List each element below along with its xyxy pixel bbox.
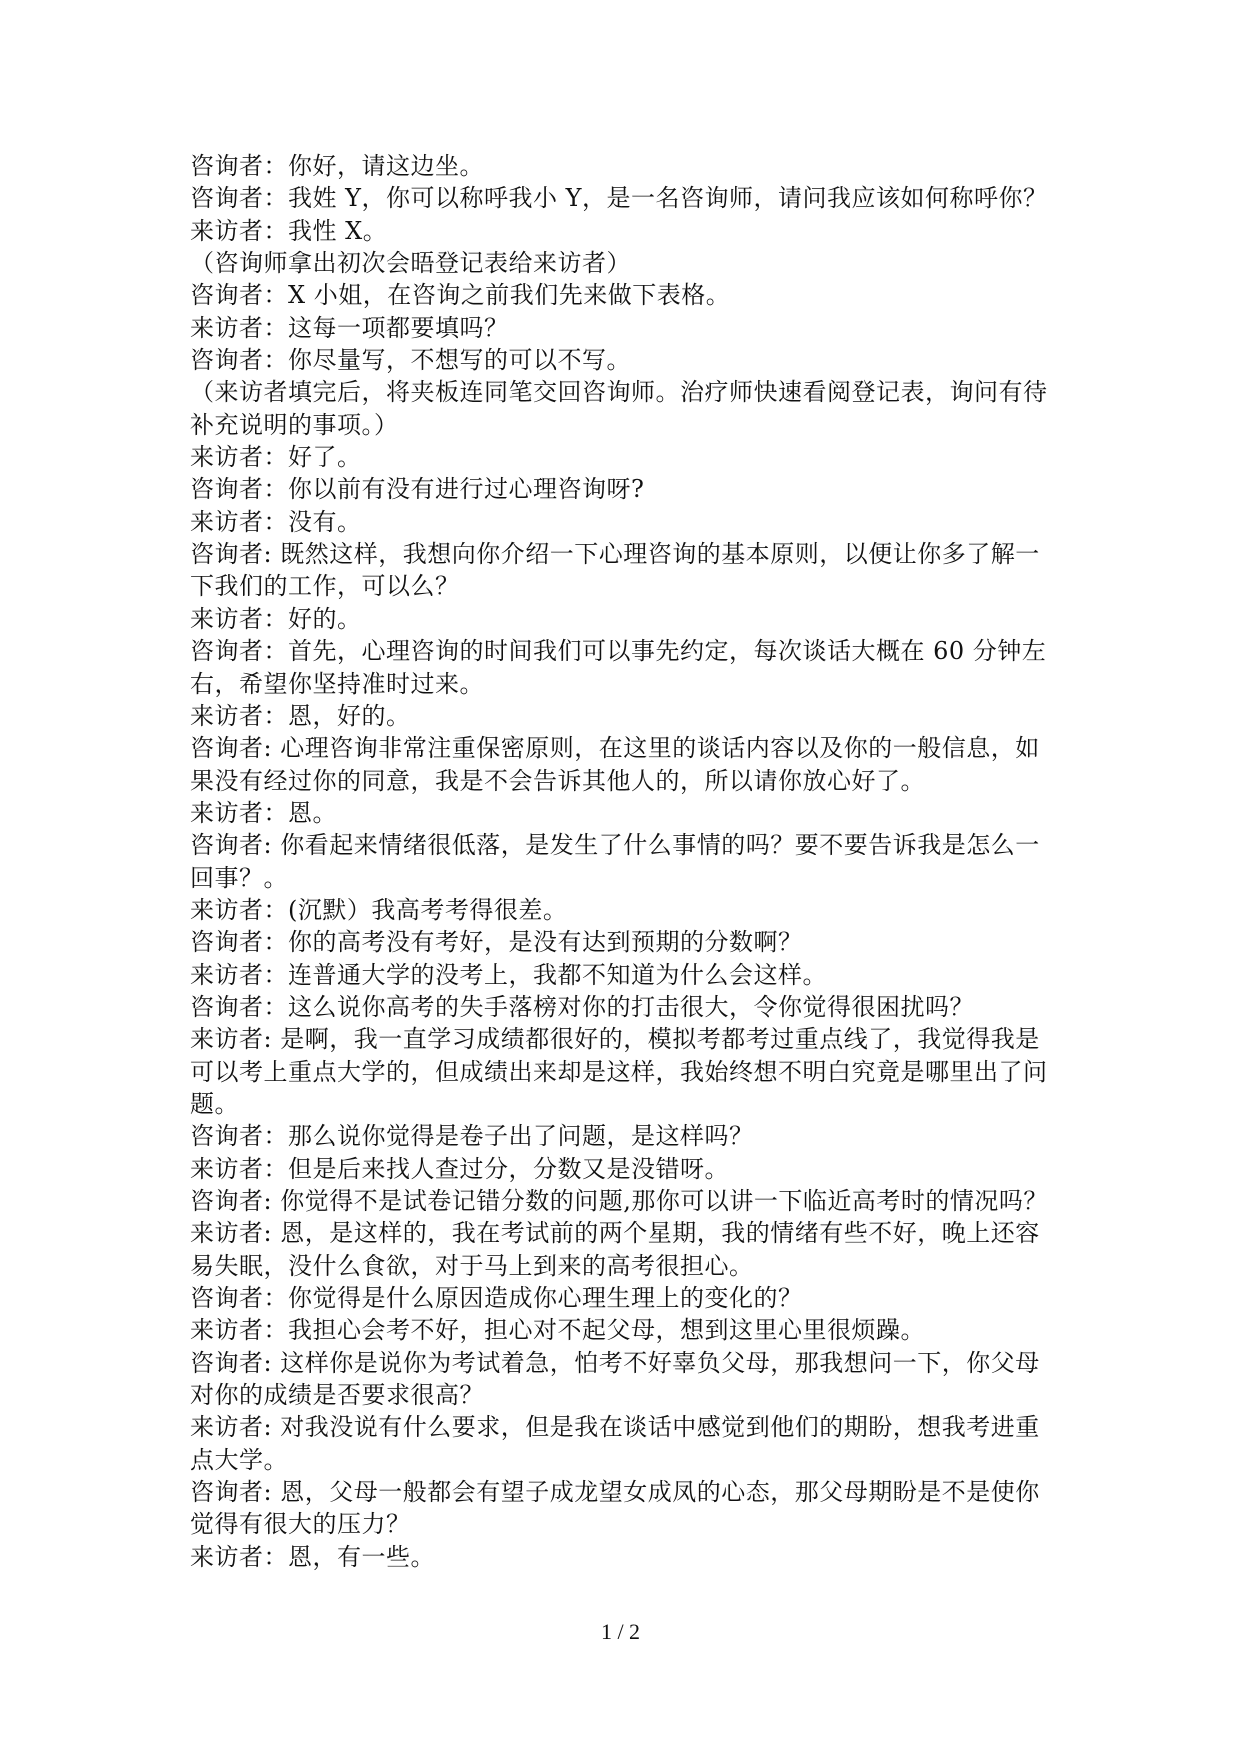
text-line: 右，希望你坚持准时过来。 bbox=[190, 669, 484, 698]
text-line: 来访者：恩，有一些。 bbox=[190, 1542, 435, 1571]
text-line: 咨询者：你好，请这边坐。 bbox=[190, 152, 484, 180]
text-line: 咨询者: 你觉得不是试卷记错分数的问题,那你可以讲一下临近高考时的情况吗？ bbox=[190, 1187, 1048, 1215]
text-line: 咨询者：你的高考没有考好，是没有达到预期的分数啊？ bbox=[190, 928, 803, 957]
text-line: 咨询者：你以前有没有进行过心理咨询呀? bbox=[190, 475, 645, 504]
text-line: 咨询者：你觉得是什么原因造成你心理生理上的变化的？ bbox=[190, 1284, 803, 1313]
text-line: 来访者: 是啊，我一直学习成绩都很好的，模拟考都考过重点线了，我觉得我是 bbox=[190, 1025, 1040, 1054]
text-line: 回事？。 bbox=[190, 863, 288, 892]
text-line: 咨询者：首先，心理咨询的时间我们可以事先约定，每次谈话大概在 60 分钟左 bbox=[190, 637, 1047, 666]
text-line: 咨询者：这么说你高考的失手落榜对你的打击很大，令你觉得很困扰吗？ bbox=[190, 992, 974, 1021]
text-line: 下我们的工作，可以么？ bbox=[190, 572, 460, 601]
text-line: 咨询者：X 小姐，在咨询之前我们先来做下表格。 bbox=[190, 281, 731, 310]
text-line: 来访者：但是后来找人查过分，分数又是没错呀。 bbox=[190, 1154, 729, 1183]
text-line: 来访者：恩，好的。 bbox=[190, 701, 411, 730]
text-line: 来访者: 恩，是这样的，我在考试前的两个星期，我的情绪有些不好，晚上还容 bbox=[190, 1219, 1040, 1248]
text-line: 来访者: 对我没说有什么要求，但是我在谈话中感觉到他们的期盼，想我考进重 bbox=[190, 1413, 1040, 1442]
text-line: 咨询者：你尽量写，不想写的可以不写。 bbox=[190, 346, 631, 375]
text-line: 来访者：这每一项都要填吗？ bbox=[190, 313, 509, 342]
dialogue-text bbox=[190, 150, 1060, 1573]
text-line: 咨询者: 既然这样，我想向你介绍一下心理咨询的基本原则，以便让你多了解一 bbox=[190, 540, 1040, 569]
text-line: 来访者：没有。 bbox=[190, 507, 362, 536]
text-line: 果没有经过你的同意，我是不会告诉其他人的，所以请你放心好了。 bbox=[190, 766, 925, 795]
text-line: 咨询者：我姓 Y，你可以称呼我小 Y，是一名咨询师，请问我应该如何称呼你？ bbox=[190, 184, 1048, 213]
text-line: 来访者：好的。 bbox=[190, 604, 362, 633]
text-line: 来访者：我性 X。 bbox=[190, 216, 388, 245]
text-line: 咨询者: 恩，父母一般都会有望子成龙望女成凤的心态，那父母期盼是不是使你 bbox=[190, 1478, 1040, 1507]
text-line: 咨询者: 心理咨询非常注重保密原则，在这里的谈话内容以及你的一般信息，如 bbox=[190, 734, 1040, 763]
text-line: 觉得有很大的压力？ bbox=[190, 1510, 411, 1539]
text-line: 来访者：(沉默）我高考考得很差。 bbox=[190, 895, 568, 924]
text-line: 来访者：连普通大学的没考上，我都不知道为什么会这样。 bbox=[190, 960, 827, 989]
text-line: 易失眠，没什么食欲，对于马上到来的高考很担心。 bbox=[190, 1251, 754, 1280]
text-line: （咨询师拿出初次会晤登记表给来访者） bbox=[190, 249, 631, 278]
text-line: 来访者：恩。 bbox=[190, 798, 337, 827]
text-line: 题。 bbox=[190, 1089, 239, 1118]
text-line: （来访者填完后，将夹板连同笔交回咨询师。治疗师快速看阅登记表，询问有待 bbox=[190, 378, 1048, 407]
text-line: 来访者：我担心会考不好，担心对不起父母，想到这里心里很烦躁。 bbox=[190, 1316, 925, 1345]
page-number: 1 / 2 bbox=[600, 1619, 641, 1644]
text-line: 点大学。 bbox=[190, 1445, 288, 1474]
text-line: 对你的成绩是否要求很高？ bbox=[190, 1381, 484, 1410]
text-line: 咨询者：那么说你觉得是卷子出了问题，是这样吗？ bbox=[190, 1122, 754, 1151]
text-line: 补充说明的事项。） bbox=[190, 410, 399, 439]
text-line: 咨询者: 这样你是说你为考试着急，怕考不好辜负父母，那我想问一下，你父母 bbox=[190, 1348, 1040, 1377]
text-line: 咨询者: 你看起来情绪很低落，是发生了什么事情的吗？要不要告诉我是怎么一 bbox=[190, 831, 1040, 860]
text-line: 来访者：好了。 bbox=[190, 443, 362, 472]
text-line: 可以考上重点大学的，但成绩出来却是这样，我始终想不明白究竟是哪里出了问 bbox=[190, 1057, 1048, 1086]
